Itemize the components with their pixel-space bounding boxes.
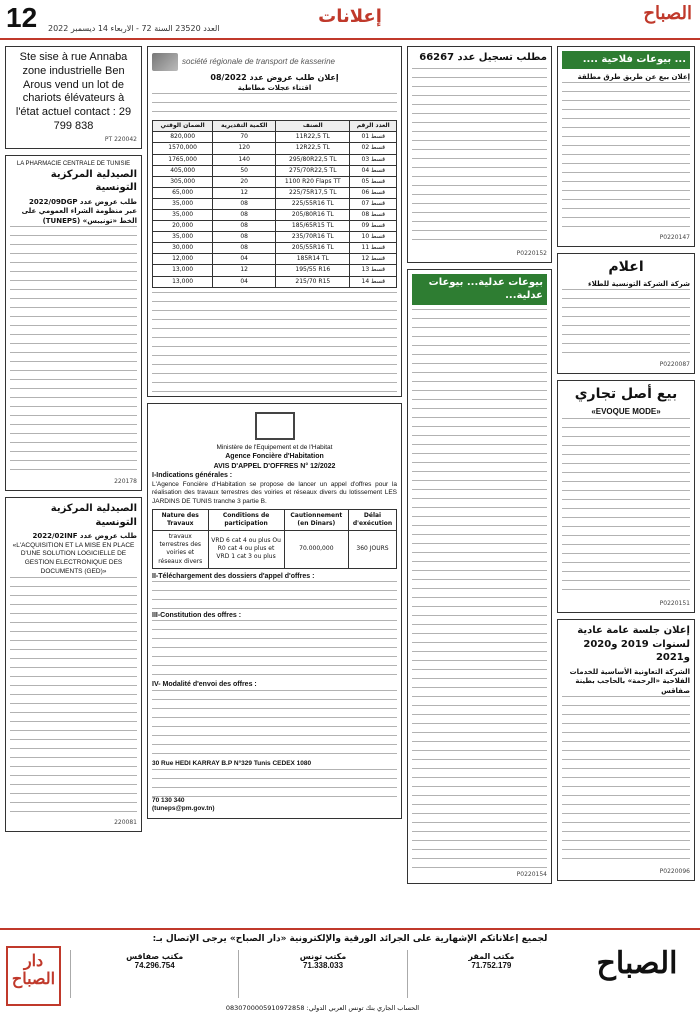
table-row — [153, 276, 397, 287]
table-cell: 65,000 — [153, 187, 213, 198]
table-cell: 70.000,000 — [284, 531, 348, 568]
table-cell: قسط 03 — [350, 154, 397, 165]
table-cell: 13,000 — [153, 276, 213, 287]
table-cell: 08 — [213, 232, 276, 243]
srtb-ad-intro — [152, 93, 397, 117]
ahf-section1: I-Indications générales : — [152, 472, 233, 480]
agri-sales-body — [562, 82, 690, 232]
table-cell: 305,000 — [153, 176, 213, 187]
table-cell: قسط 05 — [350, 176, 397, 187]
ahf-table-header: Cautionnement (en Dinars) — [284, 510, 348, 531]
table-row — [153, 187, 397, 198]
column-right-1 — [407, 46, 552, 926]
column-right-2 — [557, 46, 695, 926]
notice-ad — [557, 253, 695, 374]
table-row — [153, 232, 397, 243]
srtb-ad-body — [152, 292, 397, 392]
general-assembly-company: الشركة التعاونية الأساسية للخدمات الفلاحية «الرحمة» بالحاجب بطينة صفاقس — [569, 667, 690, 695]
ahf-section3-body — [152, 620, 397, 680]
column-left — [5, 46, 142, 926]
table-cell: قسط 07 — [350, 198, 397, 209]
office-phone: 74.296.754 — [134, 961, 175, 970]
table-cell: 185/65R15 TL — [276, 221, 350, 232]
ahf-address: 30 Rue HEDI KARRAY B.P N°329 Tunis CEDEX 1080 — [152, 759, 312, 767]
general-assembly-title: إعلان جلسة عامة عادية لسنوات 2019 و2020 و2021 — [577, 625, 690, 664]
notice-ad-ref: P0220087 — [659, 361, 690, 369]
ahf-section4-body — [152, 690, 397, 760]
ahf-table-header: Délai d'exécution — [349, 510, 397, 531]
footer-office — [407, 950, 575, 998]
table-cell: 205/55R16 TL — [276, 243, 350, 254]
notice-ad-company: شركة الشركة التونسية للطلاء — [587, 279, 690, 288]
table-cell: 360 JOURS — [349, 531, 397, 568]
table-cell: 405,000 — [153, 165, 213, 176]
table-cell: 275/70R22,5 TL — [276, 165, 350, 176]
judicial-sales-body — [412, 309, 547, 869]
table-cell: قسط 12 — [350, 254, 397, 265]
table-cell: 195/55 R16 — [276, 265, 350, 276]
srtb-ad — [147, 46, 402, 397]
ahf-email: (tuneps@pm.gov.tn) — [152, 805, 215, 813]
pct-name: LA PHARMACIE CENTRALE DE TUNISIE — [16, 160, 131, 167]
table-cell: 12R22,5 TL — [276, 143, 350, 154]
column-middle — [147, 46, 402, 926]
table-cell: 70 — [213, 132, 276, 143]
srtb-ad-sub: اقتناء عجلات مطاطية — [237, 83, 312, 92]
table-cell: 08 — [213, 209, 276, 220]
ahf-table — [152, 509, 397, 569]
table-row — [153, 154, 397, 165]
pct-ad1-sub2: عبر منظومة الشراء العمومي على الخط «تونيبس» (TUNEPS) — [21, 207, 137, 225]
section-title: إعلانات — [318, 6, 382, 27]
footer-offices — [70, 950, 575, 998]
table-row — [153, 265, 397, 276]
general-assembly-ref: P0220096 — [659, 868, 690, 876]
ahf-agency: Agence Foncière d'Habitation — [225, 453, 324, 461]
table-cell: 13,000 — [153, 265, 213, 276]
table-cell: قسط 08 — [350, 209, 397, 220]
table-cell: 08 — [213, 243, 276, 254]
ahf-intro: L'Agence Foncière d'Habitation se propose de lancer un appel d'offres pour la réalisation des travaux terrestres des voiries et réseaux divers du lotissement LES JARDINS DE TUNIS tranche 3 partie B. — [152, 480, 397, 505]
forklift-ad — [5, 46, 142, 149]
table-cell: 04 — [213, 276, 276, 287]
table-row — [153, 176, 397, 187]
table-cell: 20 — [213, 176, 276, 187]
pct-ad-1 — [5, 155, 142, 492]
notice-ad-body — [562, 289, 690, 359]
pct-ad-2 — [5, 497, 142, 832]
tires-table-header: الصنف — [276, 121, 350, 132]
tires-table — [152, 120, 397, 287]
office-name: مكتب صفاقس — [126, 952, 184, 961]
registration-ad — [407, 46, 552, 263]
newspaper-logo — [614, 3, 692, 37]
pct-ad2-sub: طلب عروض عدد 2022/02INF — [32, 532, 137, 541]
ahf-logo-icon — [255, 412, 295, 440]
notice-ad-title: اعلام — [608, 259, 644, 276]
table-cell: 30,000 — [153, 243, 213, 254]
table-row — [153, 132, 397, 143]
business-sale-brand: «EVOQUE MODE» — [591, 407, 661, 417]
pct-ad1-ref: 220178 — [114, 478, 137, 485]
table-cell: 205/80R16 TL — [276, 209, 350, 220]
pct-ad2-title: الصيدلية المركزية التونسية — [50, 503, 137, 528]
pct-ad2-ref: 220081 — [114, 818, 137, 826]
table-cell: 1100 R20 Flaps TT — [276, 176, 350, 187]
agri-sales-ref: P0220147 — [659, 233, 690, 241]
table-row — [153, 254, 397, 265]
table-cell: 35,000 — [153, 198, 213, 209]
table-cell: قسط 01 — [350, 132, 397, 143]
registration-ad-title: مطلب تسجيل عدد 66267 — [419, 52, 547, 63]
table-cell: 20,000 — [153, 221, 213, 232]
ahf-contact: 70 130 340 — [152, 796, 185, 804]
ahf-ad — [147, 403, 402, 820]
footer-office — [238, 950, 406, 998]
table-cell: 35,000 — [153, 209, 213, 220]
table-cell: 12 — [213, 265, 276, 276]
tires-table-header: العدد الرقم — [350, 121, 397, 132]
registration-ad-body — [412, 68, 547, 248]
page-footer — [0, 928, 700, 1019]
ahf-table-header: Nature des Travaux — [153, 510, 209, 531]
footer-bank-line: الحساب الجاري بنك تونس العربي الدولي: 0830700005910972858 — [225, 1004, 420, 1012]
footer-office — [70, 950, 238, 998]
table-cell: 235/70R16 TL — [276, 232, 350, 243]
table-cell: قسط 04 — [350, 165, 397, 176]
srtb-name: société régionale de transport de kasserine — [182, 56, 335, 66]
judicial-sales-ad — [407, 269, 552, 884]
business-sale-body — [562, 418, 690, 598]
footer-logo-assabah — [582, 946, 692, 1006]
table-row — [153, 165, 397, 176]
tires-table-header: الكمية التقديرية — [213, 121, 276, 132]
agri-sales-sub: إعلان بيع عن طريق طرق مطلقة — [577, 72, 690, 81]
judicial-sales-title: بيوعات عدلية... بيوعات عدلية... — [412, 274, 547, 305]
ahf-avis: AVIS D'APPEL D'OFFRES N° 12/2022 — [213, 462, 336, 470]
ahf-section2-body — [152, 581, 397, 611]
ahf-section4: IV- Modalité d'envoi des offres : — [152, 681, 257, 689]
table-cell: 35,000 — [153, 232, 213, 243]
pct-ad1-body — [10, 226, 137, 476]
table-cell: 295/80R22,5 TL — [276, 154, 350, 165]
table-cell: 820,000 — [153, 132, 213, 143]
table-row — [153, 221, 397, 232]
table-cell: 1570,000 — [153, 143, 213, 154]
table-cell: 04 — [213, 254, 276, 265]
table-row — [153, 531, 397, 568]
table-row — [153, 143, 397, 154]
table-cell: 225/75R17,5 TL — [276, 187, 350, 198]
agri-sales-ad — [557, 46, 695, 247]
pct-ad2-body — [10, 577, 137, 817]
table-cell: 185R14 TL — [276, 254, 350, 265]
table-cell: 08 — [213, 198, 276, 209]
business-sale-title: بيع أصل تجاري — [574, 386, 678, 403]
table-cell: 225/55R16 TL — [276, 198, 350, 209]
table-cell: قسط 09 — [350, 221, 397, 232]
general-assembly-ad — [557, 619, 695, 881]
table-cell: 140 — [213, 154, 276, 165]
logo-text: الصباح — [643, 3, 692, 24]
business-sale-ref: P0220151 — [659, 600, 690, 608]
office-phone: 71.752.179 — [471, 961, 512, 970]
tires-table-header: الضمان الوقتي — [153, 121, 213, 132]
office-phone: 71.338.033 — [302, 961, 344, 970]
forklift-ad-text: Ste sise à rue Annaba zone industrielle Ben Arous vend un lot de chariots élévateurs à l'état actuel contact : 29 799 838 — [15, 51, 132, 132]
table-cell: قسط 06 — [350, 187, 397, 198]
table-cell: 11R22,5 TL — [276, 132, 350, 143]
table-cell: 120 — [213, 143, 276, 154]
table-row — [153, 243, 397, 254]
table-cell: قسط 11 — [350, 243, 397, 254]
table-cell: 12 — [213, 187, 276, 198]
agri-sales-title: ... بيوعات فلاحية .... — [562, 51, 690, 69]
table-cell: 08 — [213, 221, 276, 232]
table-cell: قسط 10 — [350, 232, 397, 243]
table-cell: قسط 13 — [350, 265, 397, 276]
page-number: 12 — [6, 2, 38, 33]
forklift-ad-ref: PT 220042 — [104, 135, 137, 143]
table-cell: 215/70 R15 — [276, 276, 350, 287]
table-cell: 50 — [213, 165, 276, 176]
footer-logo-text: الصباح — [596, 946, 678, 981]
judicial-sales-ref: P0220154 — [516, 870, 547, 878]
registration-ad-ref: P0220152 — [516, 249, 547, 257]
issue-date: العدد 23520 السنة 72 - الاربعاء 14 ديسمبر 2022 — [48, 24, 220, 33]
ahf-ministry: Ministère de l'Equipement et de l'Habitat — [216, 443, 333, 451]
page-header — [0, 0, 700, 40]
pct-ad1-sub: طلب عروض عدد 2022/09DGP — [29, 197, 137, 206]
footer-logo-dar-assabah-icon: دار الصباح — [6, 946, 61, 1006]
srtb-ad-title: إعلان طلب عروض عدد 08/2022 — [210, 73, 339, 82]
table-cell: 1765,000 — [153, 154, 213, 165]
table-row — [153, 198, 397, 209]
table-row — [153, 209, 397, 220]
srtb-logo-icon — [152, 53, 178, 71]
srtb-logo — [152, 51, 397, 73]
office-name: مكتب تونس — [299, 952, 347, 961]
ahf-section2: II-Téléchargement des dossiers d'appel d'offres : — [152, 572, 315, 580]
table-cell: 12,000 — [153, 254, 213, 265]
table-cell: travaux terrestres des voiries et réseaux divers — [153, 531, 209, 568]
table-cell: VRD 6 cat 4 ou plus Ou R0 cat 4 ou plus et VRD 1 cat 3 ou plus — [208, 531, 284, 568]
office-name: مكتب المقر — [468, 952, 515, 961]
pct-ad1-title: الصيدلية المركزية التونسية — [50, 168, 137, 194]
pct-ad2-fr: «L'ACQUISITION ET LA MISE EN PLACE D'UNE SOLUTION LOGICIELLE DE GESTION ELECTRONIQUE DES DOCUMENTS (GED)» — [12, 541, 135, 575]
table-cell: قسط 02 — [350, 143, 397, 154]
general-assembly-body — [562, 696, 690, 866]
business-sale-ad — [557, 380, 695, 613]
footer-title: لجميع إعلاناتكم الإشهارية على الجرائد الورقية والإلكترونية «دار الصباح» يرجى الإتصال بـ: — [152, 934, 548, 944]
table-cell: قسط 14 — [350, 276, 397, 287]
ahf-section3: III-Constitution des offres : — [152, 612, 242, 620]
ahf-closing — [152, 769, 397, 797]
ahf-table-header: Conditions de participation — [208, 510, 284, 531]
